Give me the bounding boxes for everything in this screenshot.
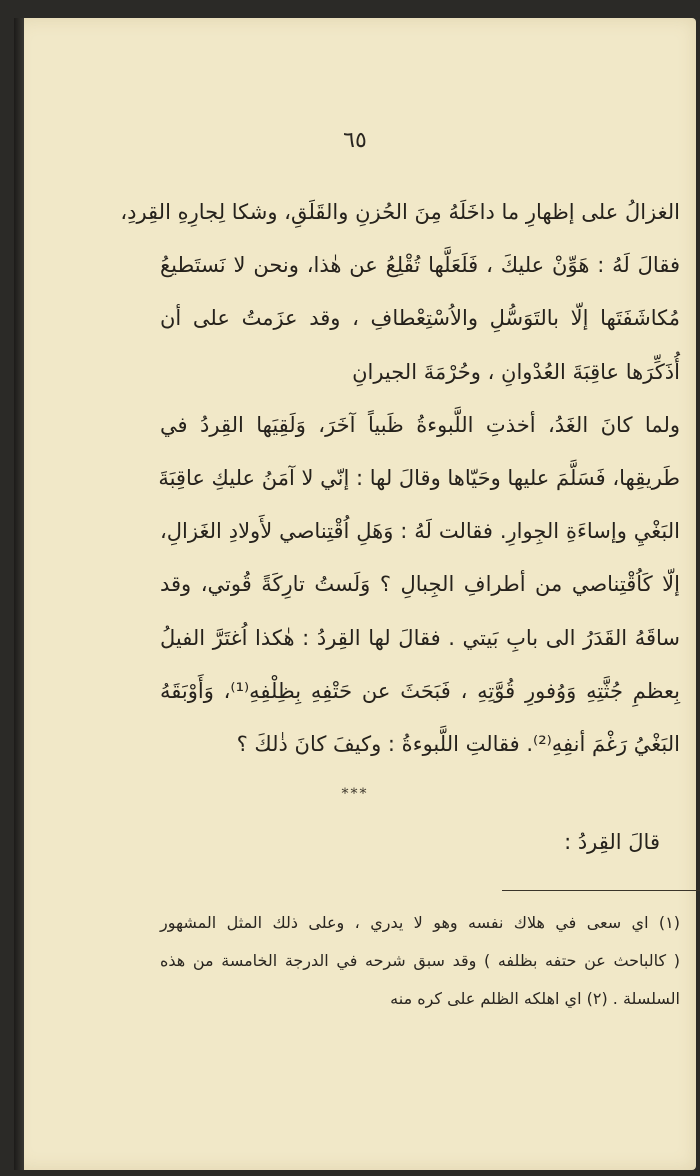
body-line: إلّا كَاُقْتِناصي من أطرافِ الجِبالِ ؟ وَلَستُ تارِكَةً قُوتي، وقد	[160, 572, 680, 597]
body-line: ولما كانَ الغَدُ، أخذتِ اللَّبوءةُ ظَبياً آخَرَ، وَلَقِيَها القِردُ في	[160, 412, 680, 437]
body-line: أُذَكِّرَها عاقِبَةَ العُدْوانِ ، وحُرْمَةَ الجيرانِ	[352, 359, 680, 384]
body-line: ساقَهُ القَدَرُ الى بابِ بَيتي . فقالَ لها القِردُ : هٰكذا اُغتَرَّ الفيلُ	[160, 625, 680, 650]
body-line: البَغْيُ رَغْمَ أنفِهِ⁽²⁾. فقالتِ اللَّبوءةُ : وكيفَ كانَ ذٰلكَ ؟	[236, 732, 680, 757]
section-separator: ***	[341, 786, 369, 802]
footnote-rule	[502, 890, 700, 891]
body-line: الغزالُ على إظهارِ ما داخَلَهُ مِنَ الحُزنِ والقَلَقِ، وشكا لِجارِهِ القِردِ،	[120, 200, 680, 224]
footnote-line: السلسلة . (٢) اي اهلكه الظلم على كره منه	[390, 989, 680, 1008]
page-number: ٦٥	[343, 128, 367, 153]
section-heading: قالَ القِردُ :	[564, 830, 660, 854]
footnotes	[160, 904, 680, 1018]
body-line: البَغْيِ وإساءَةِ الجِوارِ. فقالت لَهُ : وَهَلِ اُقْتِناصي لأَولادِ الغَزالِ،	[160, 519, 680, 544]
footnote-line: (١) اي سعى في هلاك نفسه وهو لا يدري ، وعلى ذلك المثل المشهور	[160, 913, 680, 932]
book-page	[14, 18, 696, 1170]
footnote-line: ( كالباحث عن حتفه بظلفه ) وقد سبق شرحه في الدرجة الخامسة من هذه	[160, 951, 680, 970]
book-spine	[14, 18, 24, 1170]
body-line: مُكاشَفَتَها إلّا بالتَوَسُّلِ والاُسْتِعْطافِ ، وقد عزَمتُ على أن	[160, 306, 680, 331]
body-line: طَريقِها، فَسَلَّمَ عليها وحَيّاها وقالَ لها : إنّي لا آمَنُ عليكِ عاقِبَةَ	[158, 466, 680, 491]
story-body	[120, 186, 680, 771]
body-line: بِعظمِ جُثَّتِهِ وَوُفورِ قُوَّتِهِ ، فَبَحَثَ عن حَتْفِهِ بِظِلْفِهِ⁽¹⁾، وَأَوْبَقَهُ	[160, 678, 680, 703]
body-line: فقالَ لَهُ : هَوِّنْ عليكَ ، فَلَعَلَّها تُقْلِعُ عن هٰذا، ونحن لا نَستَطيعُ	[160, 253, 680, 278]
